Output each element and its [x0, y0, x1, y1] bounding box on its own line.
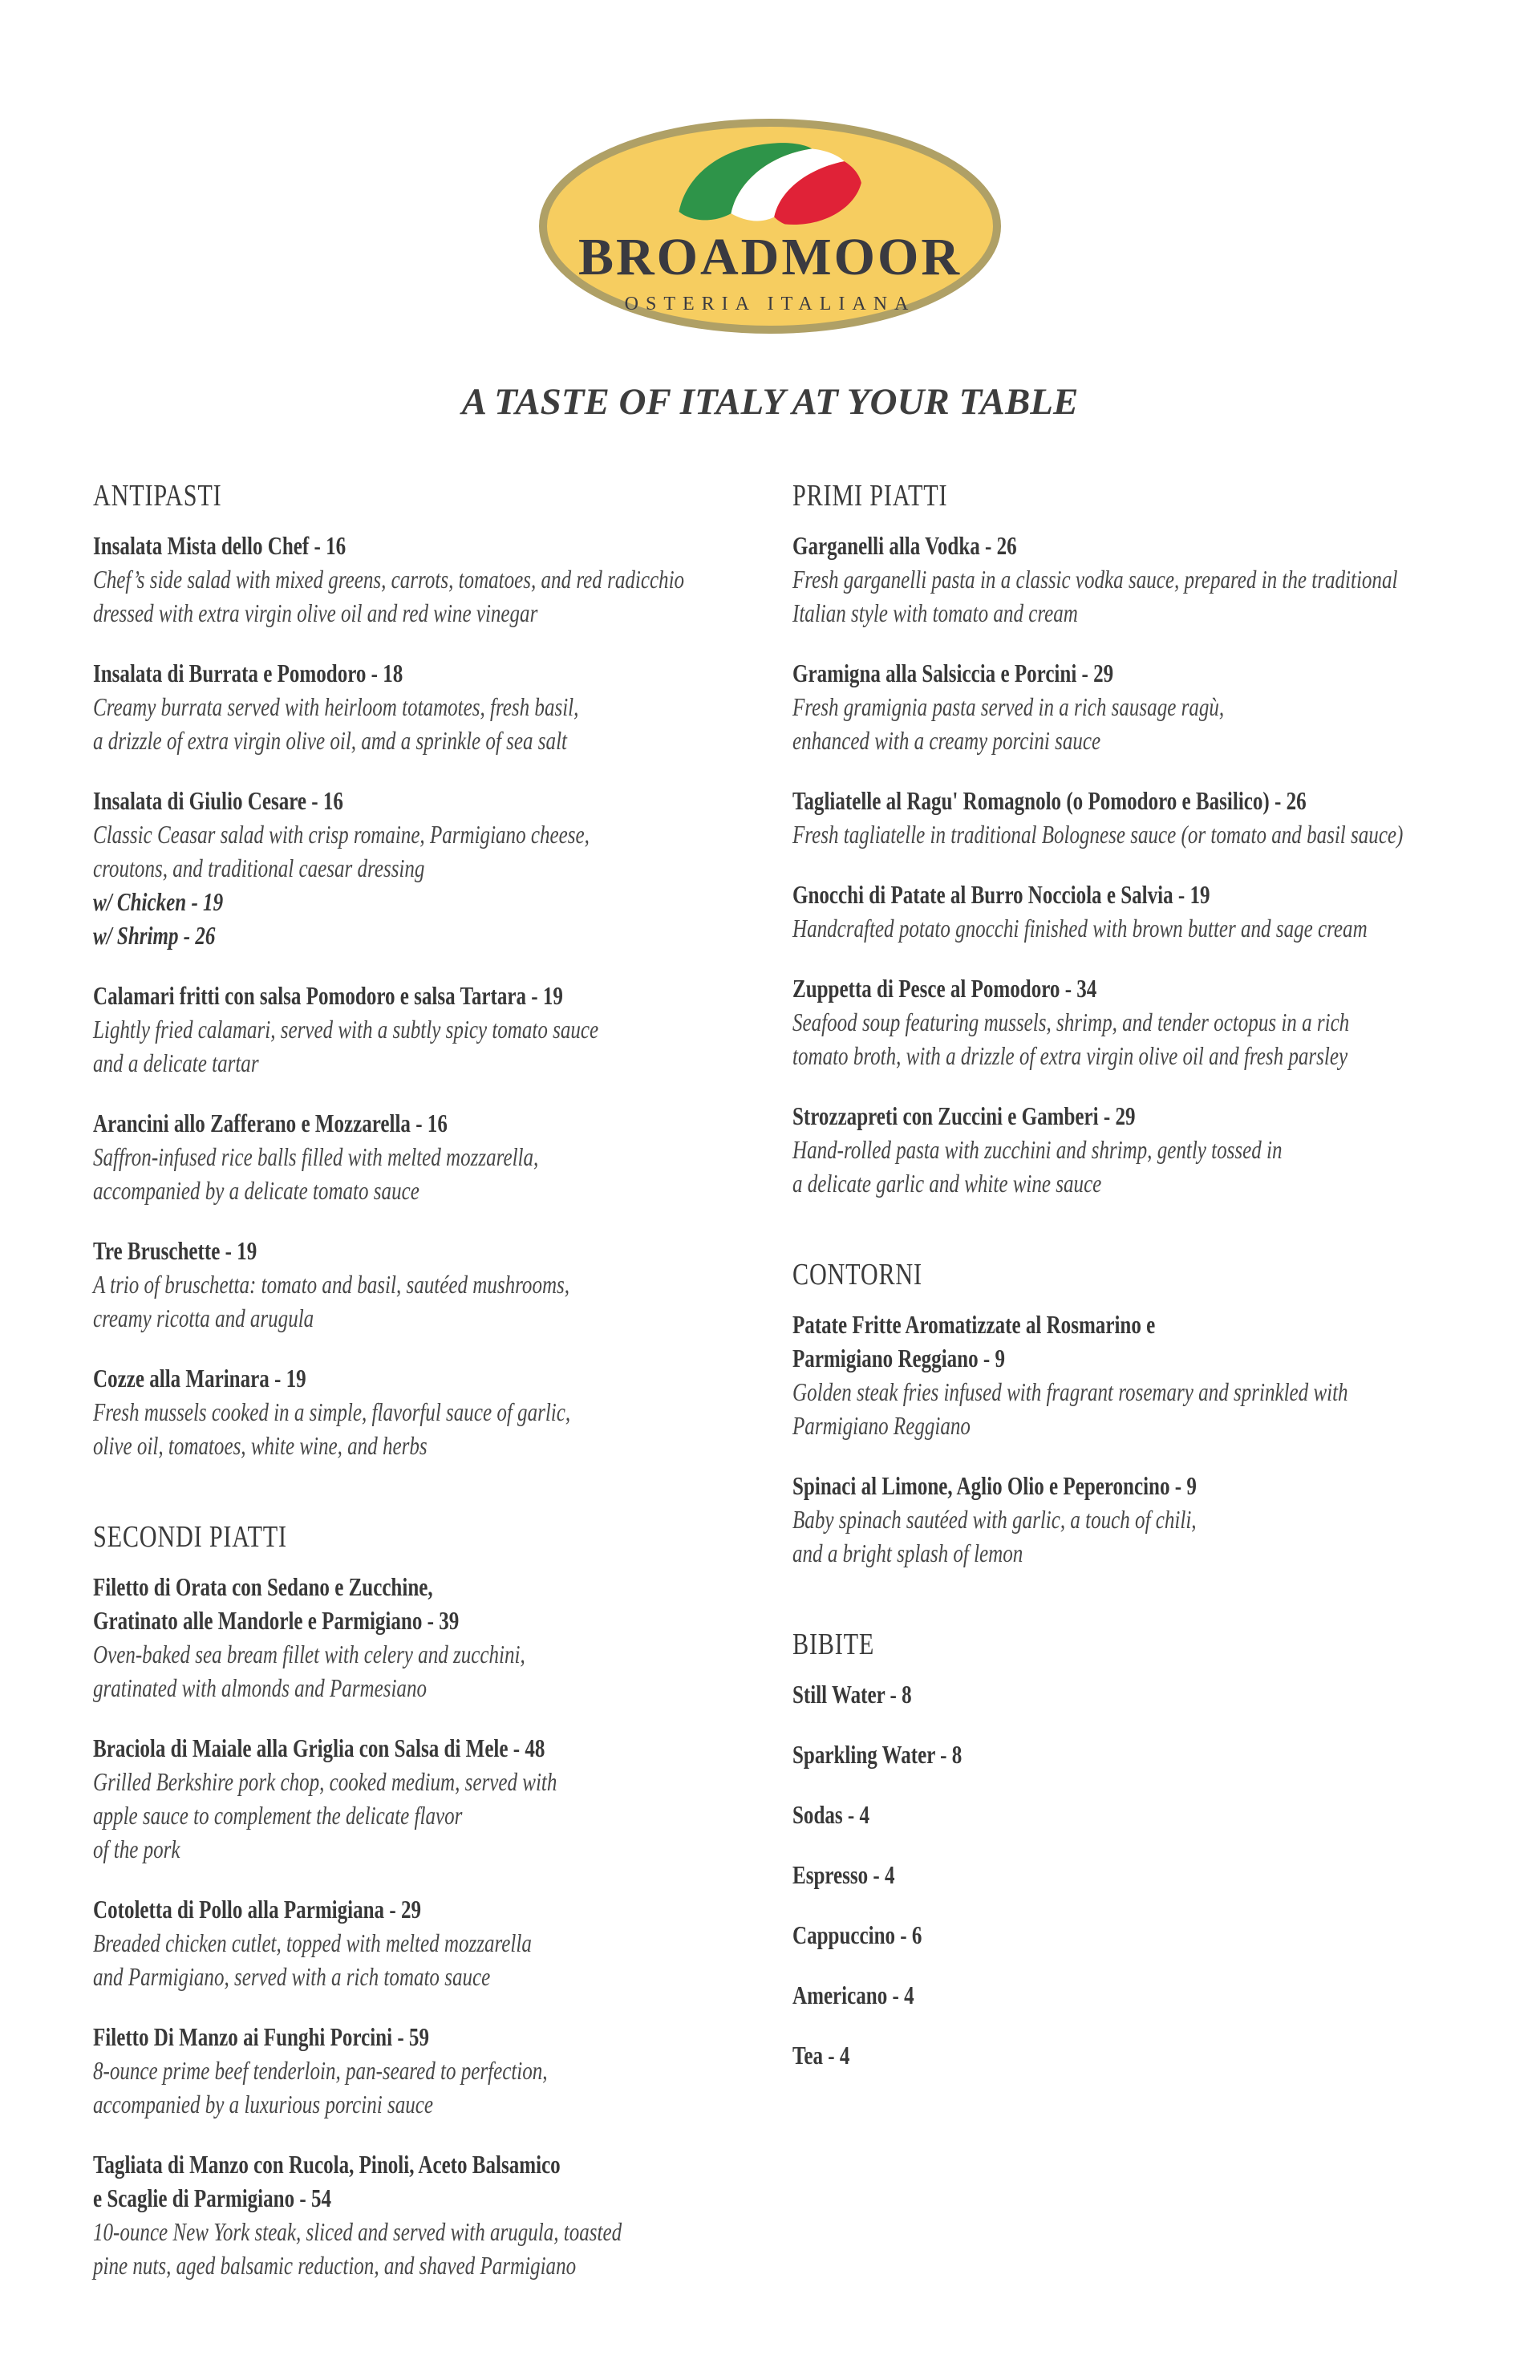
item-name: Filetto di Orata con Sedano e Zucchine,: [93, 1573, 433, 1601]
item-description-line: croutons, and traditional caesar dressing: [93, 854, 425, 882]
menu-column-right: [792, 478, 1466, 2129]
item-description-line: enhanced with a creamy porcini sauce: [792, 727, 1101, 755]
menu-section: [93, 1519, 767, 2283]
menu-section: [93, 478, 767, 1463]
menu-item: [792, 785, 1466, 852]
item-description-line: creamy ricotta and arugula: [93, 1304, 314, 1332]
item-name: Espresso - 4: [792, 1861, 895, 1889]
section-heading: SECONDI PIATTI: [93, 1520, 287, 1554]
menu-item: [93, 1732, 767, 1867]
item-description-line: Creamy burrata served with heirloom totamotes, fresh basil,: [93, 693, 579, 721]
item-name: Sparkling Water - 8: [792, 1741, 962, 1769]
item-description-line: a delicate garlic and white wine sauce: [792, 1170, 1102, 1198]
menu-item: [792, 657, 1466, 758]
item-description-line: pine nuts, aged balsamic reduction, and shaved Parmigiano: [93, 2252, 577, 2280]
menu-item: [792, 1919, 1466, 1952]
item-name: Strozzapreti con Zuccini e Gamberi - 29: [792, 1102, 1136, 1130]
item-description-line: 10-ounce New York steak, sliced and served with arugula, toasted: [93, 2218, 622, 2246]
item-description-line: 8-ounce prime beef tenderloin, pan-seared to perfection,: [93, 2057, 548, 2085]
item-name: Still Water - 8: [792, 1681, 912, 1709]
item-description-line: accompanied by a delicate tomato sauce: [93, 1177, 419, 1205]
item-name: Tagliatelle al Ragu' Romagnolo (o Pomodoro e Basilico) - 26: [792, 787, 1307, 815]
item-description-line: Golden steak fries infused with fragrant rosemary and sprinkled with: [792, 1378, 1348, 1406]
item-name: Gramigna alla Salsiccia e Porcini - 29: [792, 659, 1114, 687]
item-description-line: Grilled Berkshire pork chop, cooked medium, served with: [93, 1768, 557, 1796]
item-name: Tre Bruschette - 19: [93, 1237, 257, 1265]
item-description-line: Lightly fried calamari, served with a subtly spicy tomato sauce: [93, 1016, 599, 1044]
item-description-line: Fresh garganelli pasta in a classic vodka sauce, prepared in the traditional: [792, 566, 1398, 594]
item-description-line: and a bright splash of lemon: [792, 1539, 1023, 1567]
menu-section: [792, 1627, 1466, 2073]
item-name: Cozze alla Marinara - 19: [93, 1364, 306, 1393]
item-description-line: a drizzle of extra virgin olive oil, amd a sprinkle of sea salt: [93, 727, 567, 755]
item-description-line: Fresh tagliatelle in traditional Bolognese sauce (or tomato and basil sauce): [792, 821, 1404, 849]
item-description-line: Seafood soup featuring mussels, shrimp, and tender octopus in a rich: [792, 1008, 1350, 1036]
menu-column-left: [93, 478, 767, 2339]
menu-item: [792, 1678, 1466, 1712]
section-heading: PRIMI PIATTI: [792, 479, 948, 513]
item-name: Insalata di Burrata e Pomodoro - 18: [93, 659, 403, 687]
item-description-line: Classic Ceasar salad with crisp romaine, Parmigiano cheese,: [93, 821, 590, 849]
menu-item: [792, 1470, 1466, 1571]
item-name: Insalata Mista dello Chef - 16: [93, 532, 346, 560]
item-name: Zuppetta di Pesce al Pomodoro - 34: [792, 975, 1097, 1003]
item-name: Patate Fritte Aromatizzate al Rosmarino e: [792, 1311, 1156, 1339]
menu-item: [792, 1979, 1466, 2013]
menu-item: [93, 529, 767, 630]
item-description-line: and a delicate tartar: [93, 1049, 259, 1077]
item-description-line: apple sauce to complement the delicate flavor: [93, 1802, 463, 1830]
item-description-line: Baby spinach sautéed with garlic, a touch of chili,: [792, 1506, 1197, 1534]
menu-item: [93, 2021, 767, 2122]
menu-item: [792, 1859, 1466, 1892]
item-description-line: and Parmigiano, served with a rich tomato sauce: [93, 1963, 491, 1991]
item-description-line: olive oil, tomatoes, white wine, and herbs: [93, 1432, 428, 1460]
section-heading: BIBITE: [792, 1628, 875, 1661]
item-name: Arancini allo Zafferano e Mozzarella - 16: [93, 1109, 448, 1137]
item-name: Americano - 4: [792, 1981, 914, 2009]
item-name: e Scaglie di Parmigiano - 54: [93, 2184, 332, 2212]
item-description-line: Fresh gramignia pasta served in a rich sausage ragù,: [792, 693, 1225, 721]
menu-item: [93, 979, 767, 1081]
menu-item: [792, 1100, 1466, 1201]
restaurant-logo: [537, 117, 1003, 335]
item-name: Spinaci al Limone, Aglio Olio e Peperoncino - 9: [792, 1472, 1197, 1500]
item-description-line: dressed with extra virgin olive oil and red wine vinegar: [93, 599, 538, 627]
menu-item: [93, 1893, 767, 1994]
item-name: Sodas - 4: [792, 1801, 870, 1829]
item-description-line: Breaded chicken cutlet, topped with melted mozzarella: [93, 1929, 532, 1957]
item-name: Cotoletta di Pollo alla Parmigiana - 29: [93, 1895, 421, 1924]
item-description-line: gratinated with almonds and Parmesiano: [93, 1674, 427, 1702]
item-description-line: Hand-rolled pasta with zucchini and shrimp, gently tossed in: [792, 1136, 1283, 1164]
item-name: Gnocchi di Patate al Burro Nocciola e Salvia - 19: [792, 881, 1210, 909]
item-description-line: Saffron-infused rice balls filled with melted mozzarella,: [93, 1143, 539, 1171]
item-description-line: accompanied by a luxurious porcini sauce: [93, 2090, 434, 2118]
item-name: Tea - 4: [792, 2041, 850, 2070]
item-name: Garganelli alla Vodka - 26: [792, 532, 1017, 560]
item-description-line: of the pork: [93, 1835, 180, 1863]
menu-item: [93, 1571, 767, 1705]
item-name: Insalata di Giulio Cesare - 16: [93, 787, 343, 815]
menu-item: [93, 1235, 767, 1336]
item-description-line: Italian style with tomato and cream: [792, 599, 1078, 627]
menu-item: [792, 1798, 1466, 1832]
menu-item: [792, 972, 1466, 1073]
section-heading: ANTIPASTI: [93, 479, 222, 513]
item-name: Filetto Di Manzo ai Funghi Porcini - 59: [93, 2023, 429, 2051]
menu-item: [93, 785, 767, 953]
menu-item: [792, 2039, 1466, 2073]
menu-item: [792, 1738, 1466, 1772]
logo-title: BROADMOOR: [578, 228, 962, 286]
menu-section: [792, 1257, 1466, 1571]
menu-item: [93, 2148, 767, 2283]
menu-item: [93, 657, 767, 758]
section-heading: CONTORNI: [792, 1258, 922, 1291]
menu-tagline: A TASTE OF ITALY AT YOUR TABLE: [461, 381, 1079, 423]
menu-item: [93, 1362, 767, 1463]
item-name: Cappuccino - 6: [792, 1921, 922, 1949]
item-name: Tagliata di Manzo con Rucola, Pinoli, Aceto Balsamico: [93, 2151, 561, 2179]
item-description-line: Chef’s side salad with mixed greens, carrots, tomatoes, and red radicchio: [93, 566, 685, 594]
item-description-line: Oven-baked sea bream fillet with celery and zucchini,: [93, 1640, 525, 1668]
item-description-line: Handcrafted potato gnocchi finished with brown butter and sage cream: [792, 914, 1368, 943]
item-name: Calamari fritti con salsa Pomodoro e salsa Tartara - 19: [93, 982, 563, 1010]
item-description-line: tomato broth, with a drizzle of extra virgin olive oil and fresh parsley: [792, 1042, 1348, 1070]
item-name: Parmigiano Reggiano - 9: [792, 1344, 1006, 1372]
item-name: Braciola di Maiale alla Griglia con Salsa di Mele - 48: [93, 1734, 545, 1762]
item-name: Gratinato alle Mandorle e Parmigiano - 39: [93, 1607, 460, 1635]
item-description-line: A trio of bruschetta: tomato and basil, sautéed mushrooms,: [93, 1271, 570, 1299]
menu-item: [792, 878, 1466, 946]
menu-item: [792, 529, 1466, 630]
brand-header: [0, 117, 1540, 339]
menu-item: [792, 1308, 1466, 1443]
menu-section: [792, 478, 1466, 1201]
item-extra-line: w/ Shrimp - 26: [93, 922, 216, 950]
item-description-line: Fresh mussels cooked in a simple, flavorful sauce of garlic,: [93, 1398, 571, 1426]
logo-subtitle: OSTERIA ITALIANA: [624, 294, 916, 314]
menu-item: [93, 1107, 767, 1208]
item-extra-line: w/ Chicken - 19: [93, 888, 224, 916]
item-description-line: Parmigiano Reggiano: [792, 1412, 971, 1440]
